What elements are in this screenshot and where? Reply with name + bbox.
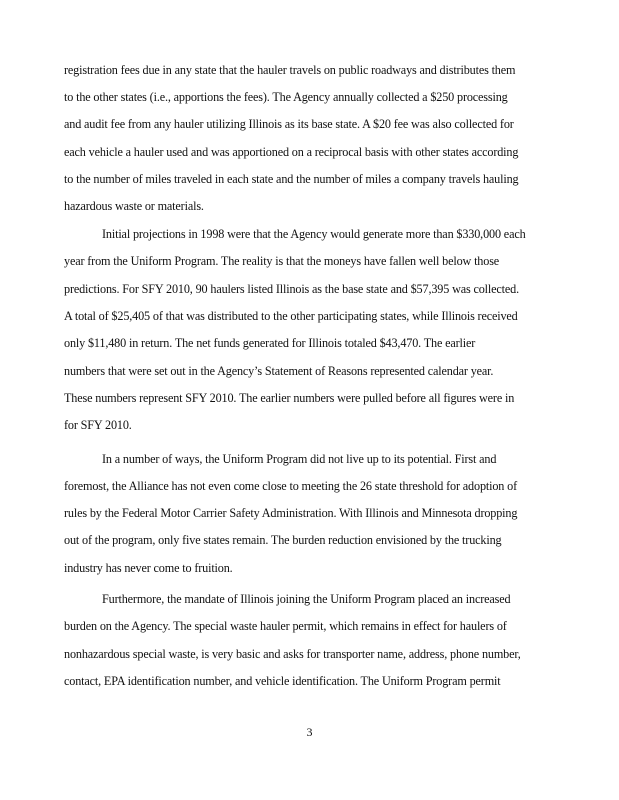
text-line: predictions. For SFY 2010, 90 haulers listed Illinois as the base state and $57,395 was collected. bbox=[64, 282, 520, 296]
text-line: foremost, the Alliance has not even come close to meeting the 26 state threshold for adoption of bbox=[64, 479, 517, 493]
text-line: Furthermore, the mandate of Illinois joining the Uniform Program placed an increased bbox=[102, 592, 511, 606]
text-line: hazardous waste or materials. bbox=[64, 199, 204, 213]
text-line: In a number of ways, the Uniform Program did not live up to its potential. First and bbox=[102, 452, 497, 466]
text-line: to the other states (i.e., apportions the fees). The Agency annually collected a $250 processing bbox=[64, 90, 508, 104]
text-line: only $11,480 in return. The net funds generated for Illinois totaled $43,470. The earlier bbox=[64, 336, 476, 350]
text-line: for SFY 2010. bbox=[64, 418, 132, 432]
text-line: contact, EPA identification number, and vehicle identification. The Uniform Program permit bbox=[64, 674, 501, 688]
text-line: A total of $25,405 of that was distributed to the other participating states, while Illinois received bbox=[64, 309, 518, 323]
page-number: 3 bbox=[306, 725, 313, 739]
text-line: rules by the Federal Motor Carrier Safety Administration. With Illinois and Minnesota dropping bbox=[64, 506, 518, 520]
text-line: Initial projections in 1998 were that the Agency would generate more than $330,000 each bbox=[102, 227, 526, 241]
text-line: registration fees due in any state that the hauler travels on public roadways and distributes them bbox=[64, 63, 516, 77]
text-line: industry has never come to fruition. bbox=[64, 561, 233, 575]
text-line: and audit fee from any hauler utilizing Illinois as its base state. A $20 fee was also collected for bbox=[64, 117, 514, 131]
text-line: These numbers represent SFY 2010. The earlier numbers were pulled before all figures were in bbox=[64, 391, 515, 405]
text-line: each vehicle a hauler used and was apportioned on a reciprocal basis with other states according bbox=[64, 145, 519, 159]
text-line: to the number of miles traveled in each state and the number of miles a company travels hauling bbox=[64, 172, 519, 186]
text-line: nonhazardous special waste, is very basic and asks for transporter name, address, phone number, bbox=[64, 647, 521, 661]
text-line: out of the program, only five states remain. The burden reduction envisioned by the trucking bbox=[64, 533, 502, 547]
text-line: year from the Uniform Program. The reality is that the moneys have fallen well below those bbox=[64, 254, 500, 268]
text-line: numbers that were set out in the Agency’s Statement of Reasons represented calendar year. bbox=[64, 364, 494, 378]
text-line: burden on the Agency. The special waste hauler permit, which remains in effect for haulers of bbox=[64, 619, 507, 633]
